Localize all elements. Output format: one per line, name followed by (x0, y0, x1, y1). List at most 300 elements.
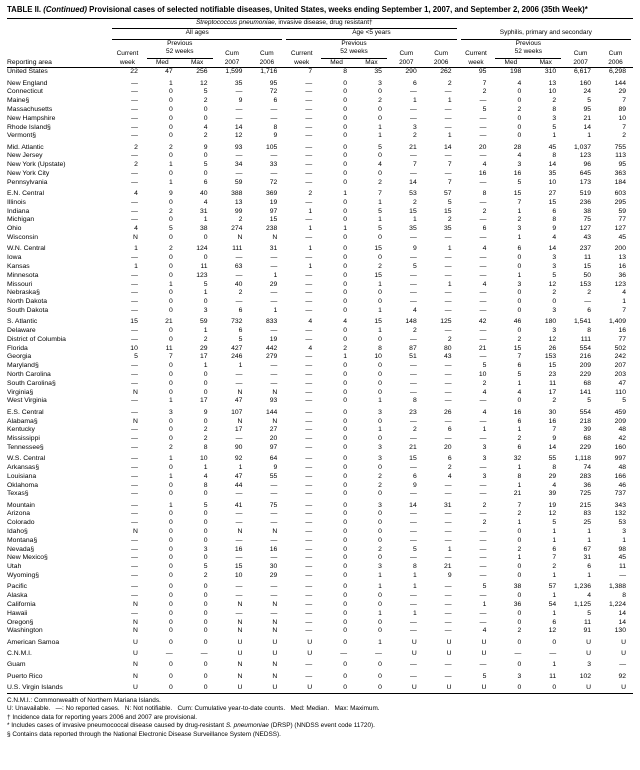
value-cell: 0 (517, 618, 522, 626)
value-cell: 45 (618, 234, 626, 242)
value-cell: 0 (168, 289, 173, 297)
reporting-area-cell: Rhode Island§ (7, 123, 51, 131)
value-cell: 1 (168, 280, 173, 288)
value-cell: 15 (548, 198, 557, 206)
value-cell: 2 (168, 143, 173, 151)
value-cell: 29 (618, 88, 626, 96)
value-cell: 0 (517, 661, 522, 669)
value-cell: 1 (273, 271, 278, 279)
value-cell: 3 (203, 306, 208, 314)
table-row (7, 179, 633, 188)
value-cell: — (444, 397, 452, 405)
value-cell: 0 (168, 536, 173, 544)
value-cell: — (479, 481, 487, 489)
value-cell: 16 (513, 408, 522, 416)
value-cell: 8 (412, 397, 417, 405)
value-cell: U (621, 638, 626, 646)
reporting-area-cell: Wisconsin (7, 234, 38, 242)
value-cell: 0 (378, 379, 382, 387)
reporting-area-cell: Georgia (7, 353, 32, 361)
value-cell: 21 (583, 114, 592, 122)
value-cell: 1 (378, 123, 382, 131)
table-row (7, 362, 633, 371)
table-row (7, 208, 633, 217)
value-cell: 3 (412, 123, 417, 131)
value-cell: — (444, 536, 452, 544)
footnote-legend: U: Unavailable. —: No reported cases. N: Not notifiable. Cum: Cumulative year-to-date counts. Med: Median. Max: Maximum. (7, 705, 380, 713)
value-cell: N (237, 600, 243, 608)
value-cell: 0 (517, 592, 522, 600)
value-cell: U (586, 649, 592, 657)
value-cell: 2 (447, 335, 452, 343)
value-cell: — (305, 114, 313, 122)
value-cell: 207 (614, 362, 626, 370)
value-cell: 0 (378, 683, 382, 691)
value-cell: — (131, 132, 138, 140)
value-cell: 0 (517, 88, 522, 96)
value-cell: 38 (200, 225, 208, 233)
value-cell: 1 (552, 661, 557, 669)
value-cell: 130 (614, 627, 626, 635)
value-cell: 43 (583, 234, 592, 242)
value-cell: 5 (587, 97, 592, 105)
value-cell: — (479, 327, 487, 335)
table-row (7, 510, 633, 519)
value-cell: 0 (203, 417, 208, 425)
value-cell: — (479, 234, 487, 242)
value-cell: 5 (378, 143, 382, 151)
value-cell: 6 (517, 417, 522, 425)
footnotes (7, 697, 633, 740)
value-cell: 15 (548, 362, 557, 370)
value-cell: 166 (614, 472, 626, 480)
value-cell: 2 (552, 289, 557, 297)
value-cell: 1 (308, 207, 313, 215)
value-cell: — (200, 649, 208, 657)
value-cell: 123 (614, 280, 626, 288)
value-cell: — (479, 618, 487, 626)
value-cell: 1,541 (574, 318, 592, 326)
value-cell: 2 (552, 563, 557, 571)
value-cell: — (305, 472, 313, 480)
value-cell: — (305, 528, 313, 536)
value-cell: 21 (409, 443, 417, 451)
value-cell: 35 (409, 225, 417, 233)
value-cell: 57 (444, 190, 452, 198)
value-cell: 0 (343, 245, 348, 253)
table-row (7, 190, 633, 199)
value-cell: 4 (203, 198, 208, 206)
value-cell: 0 (168, 510, 173, 518)
value-cell: 160 (579, 79, 592, 87)
value-cell: 6 (552, 207, 557, 215)
value-cell: 388 (231, 190, 243, 198)
value-cell: 0 (343, 371, 348, 379)
value-cell: 236 (579, 198, 592, 206)
value-cell: 28 (513, 143, 522, 151)
value-cell: 0 (343, 132, 348, 140)
value-cell: — (131, 426, 138, 434)
value-cell: 15 (513, 344, 522, 352)
value-cell: 17 (200, 397, 208, 405)
value-cell: 53 (618, 519, 626, 527)
value-cell: 75 (583, 216, 592, 224)
value-cell: 0 (203, 528, 208, 536)
value-cell: 0 (378, 105, 382, 113)
value-cell: N (272, 618, 278, 626)
value-cell: — (305, 510, 313, 518)
value-cell: 0 (168, 216, 173, 224)
value-cell: — (444, 618, 452, 626)
value-cell: 0 (343, 79, 348, 87)
value-cell: — (409, 335, 417, 343)
value-cell: 2 (378, 178, 382, 186)
value-cell: 0 (343, 306, 348, 314)
value-cell: — (131, 114, 138, 122)
value-cell: 14 (444, 143, 452, 151)
value-cell: 1 (308, 225, 313, 233)
value-cell: — (305, 362, 313, 370)
value-cell: 0 (168, 362, 173, 370)
cum-label: Cum (434, 50, 449, 58)
value-cell: — (131, 289, 138, 297)
value-cell: 1 (517, 464, 522, 471)
value-cell: — (479, 609, 487, 617)
value-cell: 262 (440, 68, 452, 76)
value-cell: U (307, 649, 313, 657)
value-cell: — (305, 435, 313, 443)
value-cell: 1 (343, 225, 348, 233)
reporting-area-cell: Massachusetts (7, 105, 53, 113)
value-cell: 5 (168, 225, 173, 233)
value-cell: — (305, 592, 313, 600)
value-cell: — (444, 672, 452, 680)
value-cell: 0 (343, 472, 348, 480)
value-cell: 2 (447, 79, 452, 87)
value-cell: 59 (200, 318, 208, 326)
value-cell: U (132, 649, 138, 657)
value-cell: — (479, 132, 487, 140)
value-cell: 7 (622, 123, 626, 131)
value-cell: 0 (168, 335, 173, 343)
value-cell: 123 (196, 271, 208, 279)
value-cell: 0 (517, 327, 522, 335)
value-cell: 9 (552, 225, 557, 233)
value-cell: 0 (343, 563, 348, 571)
value-cell: — (305, 554, 313, 562)
value-cell: — (270, 609, 278, 617)
value-cell: 725 (579, 490, 592, 498)
value-cell: 2 (308, 190, 313, 198)
value-cell: — (131, 152, 138, 160)
value-cell: 1 (447, 245, 452, 253)
value-cell: — (305, 609, 313, 617)
value-cell: 1,224 (608, 600, 626, 608)
reporting-area-cell: American Samoa (7, 638, 60, 646)
table-row (7, 639, 633, 648)
value-cell: N (132, 234, 138, 242)
value-cell: 12 (548, 335, 557, 343)
value-cell: 2 (378, 472, 382, 480)
value-cell: U (307, 683, 313, 691)
value-cell: 0 (203, 536, 208, 544)
value-cell: 0 (168, 97, 173, 105)
value-cell: — (479, 178, 487, 186)
value-cell: 11 (549, 379, 557, 387)
value-cell: 59 (234, 178, 243, 186)
value-cell: 0 (168, 152, 173, 160)
value-cell: 2 (168, 245, 173, 253)
value-cell: 5 (587, 609, 592, 617)
value-cell: 3 (517, 225, 522, 233)
value-cell: — (444, 528, 452, 536)
reporting-area-cell: Guam (7, 661, 26, 669)
value-cell: — (131, 490, 138, 498)
value-cell: 0 (517, 563, 522, 571)
value-cell: 31 (444, 501, 452, 509)
value-cell: 2 (343, 344, 348, 352)
value-cell: 0 (168, 114, 173, 122)
value-cell: — (409, 271, 417, 279)
value-cell: 17 (200, 353, 208, 361)
value-cell: 123 (579, 152, 592, 160)
cum-label: Cum (225, 50, 239, 58)
table-row (7, 473, 633, 482)
reporting-area-cell: Oregon§ (7, 618, 34, 626)
max-label: Max (354, 59, 389, 68)
value-cell: 14 (583, 123, 592, 131)
table-row (7, 684, 633, 693)
value-cell: — (444, 600, 452, 608)
value-cell: — (165, 649, 173, 657)
value-cell: 68 (583, 379, 592, 387)
reporting-area-cell: E.N. Central (7, 190, 45, 198)
table-row (7, 380, 633, 389)
value-cell: 200 (614, 245, 626, 253)
table-row (7, 144, 633, 153)
table-row (7, 199, 633, 208)
value-cell: N (132, 528, 138, 536)
value-cell: 48 (618, 426, 626, 434)
value-cell: 1 (552, 572, 557, 580)
reporting-area-cell: Maryland§ (7, 362, 39, 370)
value-cell: 5 (482, 105, 487, 113)
value-cell: — (131, 609, 138, 617)
table-row (7, 592, 633, 601)
value-cell: — (305, 306, 313, 314)
value-cell: — (305, 426, 313, 434)
value-cell: — (131, 501, 138, 509)
value-cell: 33 (269, 161, 278, 169)
reporting-area-cell: North Dakota (7, 298, 48, 306)
value-cell: 5 (203, 161, 208, 169)
value-cell: U (237, 683, 243, 691)
title-prefix: TABLE II. (7, 5, 42, 14)
value-cell: 20 (269, 435, 278, 443)
value-cell: 1 (552, 132, 557, 140)
value-cell: — (305, 88, 313, 96)
value-cell: 2 (517, 510, 522, 518)
value-cell: — (409, 371, 417, 379)
value-cell: 95 (269, 79, 278, 87)
value-cell: — (444, 554, 452, 562)
value-cell: 21 (444, 563, 452, 571)
value-cell: — (444, 123, 452, 131)
reporting-area-cell: Puerto Rico (7, 672, 43, 680)
value-cell: 0 (203, 592, 208, 600)
value-cell: — (270, 152, 278, 160)
value-cell: U (411, 683, 417, 691)
value-cell: 173 (579, 178, 592, 186)
value-cell: — (131, 216, 138, 224)
value-cell: 3 (622, 528, 626, 536)
value-cell: 0 (378, 672, 382, 680)
value-cell: 0 (517, 132, 522, 140)
value-cell: — (375, 649, 382, 657)
value-cell: — (305, 443, 313, 451)
reporting-area-cell: S. Atlantic (7, 318, 38, 326)
table-row (7, 161, 633, 170)
value-cell: 0 (517, 289, 522, 297)
value-cell: 0 (343, 97, 348, 105)
value-cell: 27 (269, 426, 278, 434)
value-cell: 12 (548, 510, 557, 518)
value-cell: 0 (343, 114, 348, 122)
value-cell: — (131, 583, 138, 591)
value-cell: 14 (548, 443, 557, 451)
value-cell: 7 (412, 161, 417, 169)
value-cell: 15 (130, 318, 138, 326)
value-cell: 1 (378, 609, 382, 617)
table-row (7, 563, 633, 572)
table-row (7, 464, 633, 473)
strep-group-header: Streptococcus pneumoniae, invasive disease, drug resistant† (110, 18, 459, 29)
value-cell: 95 (478, 68, 487, 76)
value-cell: 9 (203, 143, 208, 151)
value-cell: 50 (583, 271, 592, 279)
value-cell: 22 (130, 68, 138, 76)
value-cell: — (270, 371, 278, 379)
value-cell: 111 (232, 245, 243, 253)
max-label: Max (528, 59, 563, 68)
value-cell: 15 (409, 207, 417, 215)
table-row (7, 263, 633, 272)
value-cell: 31 (583, 554, 592, 562)
value-cell: U (272, 683, 278, 691)
value-cell: 0 (343, 362, 348, 370)
value-cell: 11 (200, 262, 208, 270)
value-cell: — (270, 114, 278, 122)
value-cell: 0 (168, 627, 173, 635)
reporting-area-cell: Missouri (7, 280, 33, 288)
value-cell: — (270, 510, 278, 518)
value-cell: 0 (343, 417, 348, 425)
value-cell: 5 (552, 519, 557, 527)
value-cell: — (444, 114, 452, 122)
value-cell: 10 (130, 344, 138, 352)
value-cell: 16 (618, 262, 626, 270)
value-cell: — (305, 105, 313, 113)
value-cell: 153 (544, 353, 557, 361)
value-cell: 1 (587, 132, 592, 140)
table-row (7, 88, 633, 97)
value-cell: 0 (343, 198, 348, 206)
value-cell: 32 (513, 455, 522, 463)
value-cell: — (479, 114, 487, 122)
value-cell: 3 (378, 501, 382, 509)
year-2007-label: 2007 (563, 59, 598, 68)
value-cell: 13 (548, 79, 557, 87)
value-cell: 4 (343, 318, 348, 326)
value-cell: — (131, 536, 138, 544)
value-cell: — (235, 435, 243, 443)
value-cell: 0 (168, 271, 173, 279)
reporting-area-cell: Oklahoma (7, 481, 38, 489)
value-cell: 3 (378, 443, 382, 451)
value-cell: 0 (168, 592, 173, 600)
value-cell: 0 (168, 519, 173, 527)
value-cell: 15 (234, 563, 243, 571)
value-cell: 51 (409, 353, 417, 361)
value-cell: 97 (269, 443, 278, 451)
reporting-area-cell: New England (7, 79, 48, 87)
value-cell: 4 (134, 225, 138, 233)
value-cell: 30 (548, 408, 557, 416)
value-cell: 0 (552, 683, 557, 691)
value-cell: 0 (552, 298, 557, 306)
value-cell: 0 (203, 490, 208, 498)
table-row (7, 673, 633, 682)
value-cell: 99 (234, 207, 243, 215)
value-cell: 127 (614, 225, 626, 233)
value-cell: 0 (343, 379, 348, 387)
value-cell: N (237, 672, 243, 680)
reporting-area-cell: New Mexico§ (7, 554, 48, 562)
value-cell: — (305, 216, 313, 224)
value-cell: 64 (269, 455, 278, 463)
value-cell: 1 (412, 97, 417, 105)
value-cell: — (305, 152, 313, 160)
value-cell: — (444, 510, 452, 518)
value-cell: — (549, 649, 557, 657)
value-cell: 29 (200, 344, 208, 352)
value-cell: 7 (517, 501, 522, 509)
value-cell: — (305, 545, 313, 553)
value-cell: — (444, 254, 452, 262)
value-cell: 3 (378, 79, 382, 87)
value-cell: — (235, 114, 243, 122)
value-cell: 2 (482, 88, 487, 96)
table-row (7, 619, 633, 628)
value-cell: 3 (517, 672, 522, 680)
value-cell: — (131, 435, 138, 443)
value-cell: 43 (444, 353, 452, 361)
value-cell: 0 (378, 298, 382, 306)
reporting-area-cell: Louisiana (7, 472, 37, 480)
reporting-area-cell: Tennessee§ (7, 443, 44, 451)
value-cell: — (444, 481, 452, 489)
value-cell: — (409, 661, 417, 669)
reporting-area-cell: Mississippi (7, 435, 40, 443)
value-cell: 1 (517, 554, 522, 562)
value-cell: 63 (234, 262, 243, 270)
value-cell: 0 (203, 661, 208, 669)
value-cell: 1 (168, 397, 173, 405)
value-cell: — (305, 161, 313, 169)
value-cell: 148 (405, 318, 417, 326)
value-cell: — (409, 490, 417, 498)
value-cell: 35 (444, 225, 452, 233)
